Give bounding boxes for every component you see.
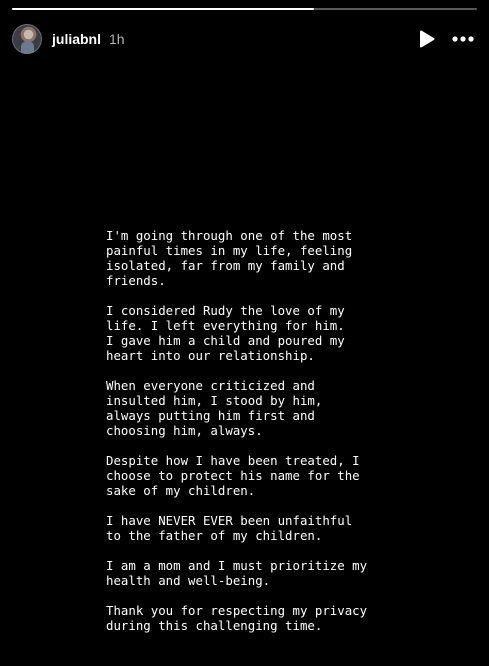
- more-options-icon[interactable]: [451, 27, 475, 51]
- story-progress-fill: [12, 8, 314, 10]
- message-paragraph: Despite how I have been treated, I choose to protect his name for the sake of my children.: [106, 453, 360, 498]
- story-text-message: [106, 228, 406, 633]
- more-options-icon-glyph: [452, 36, 474, 42]
- avatar[interactable]: [12, 24, 42, 54]
- message-paragraph: I'm going through one of the most painful times in my life, feeling isolated, far from my family and friends.: [106, 228, 353, 288]
- username[interactable]: juliabnl: [52, 31, 101, 47]
- message-paragraph: I am a mom and I must prioritize my health and well-being.: [106, 558, 368, 588]
- story-progress-bar: [12, 8, 477, 10]
- post-timestamp: 1h: [109, 31, 125, 47]
- message-paragraph: I have NEVER EVER been unfaithful to the father of my children.: [106, 513, 353, 543]
- message-paragraph: I considered Rudy the love of my life. I left everything for him. I gave him a child and poured my heart into our relationship.: [106, 303, 345, 363]
- message-paragraph: When everyone criticized and insulted him, I stood by him, always putting him first and choosing him, always.: [106, 378, 323, 438]
- message-paragraph: Thank you for respecting my privacy during this challenging time.: [106, 603, 368, 633]
- play-icon-glyph: [419, 30, 435, 48]
- play-icon[interactable]: [415, 27, 439, 51]
- story-header: [12, 23, 477, 55]
